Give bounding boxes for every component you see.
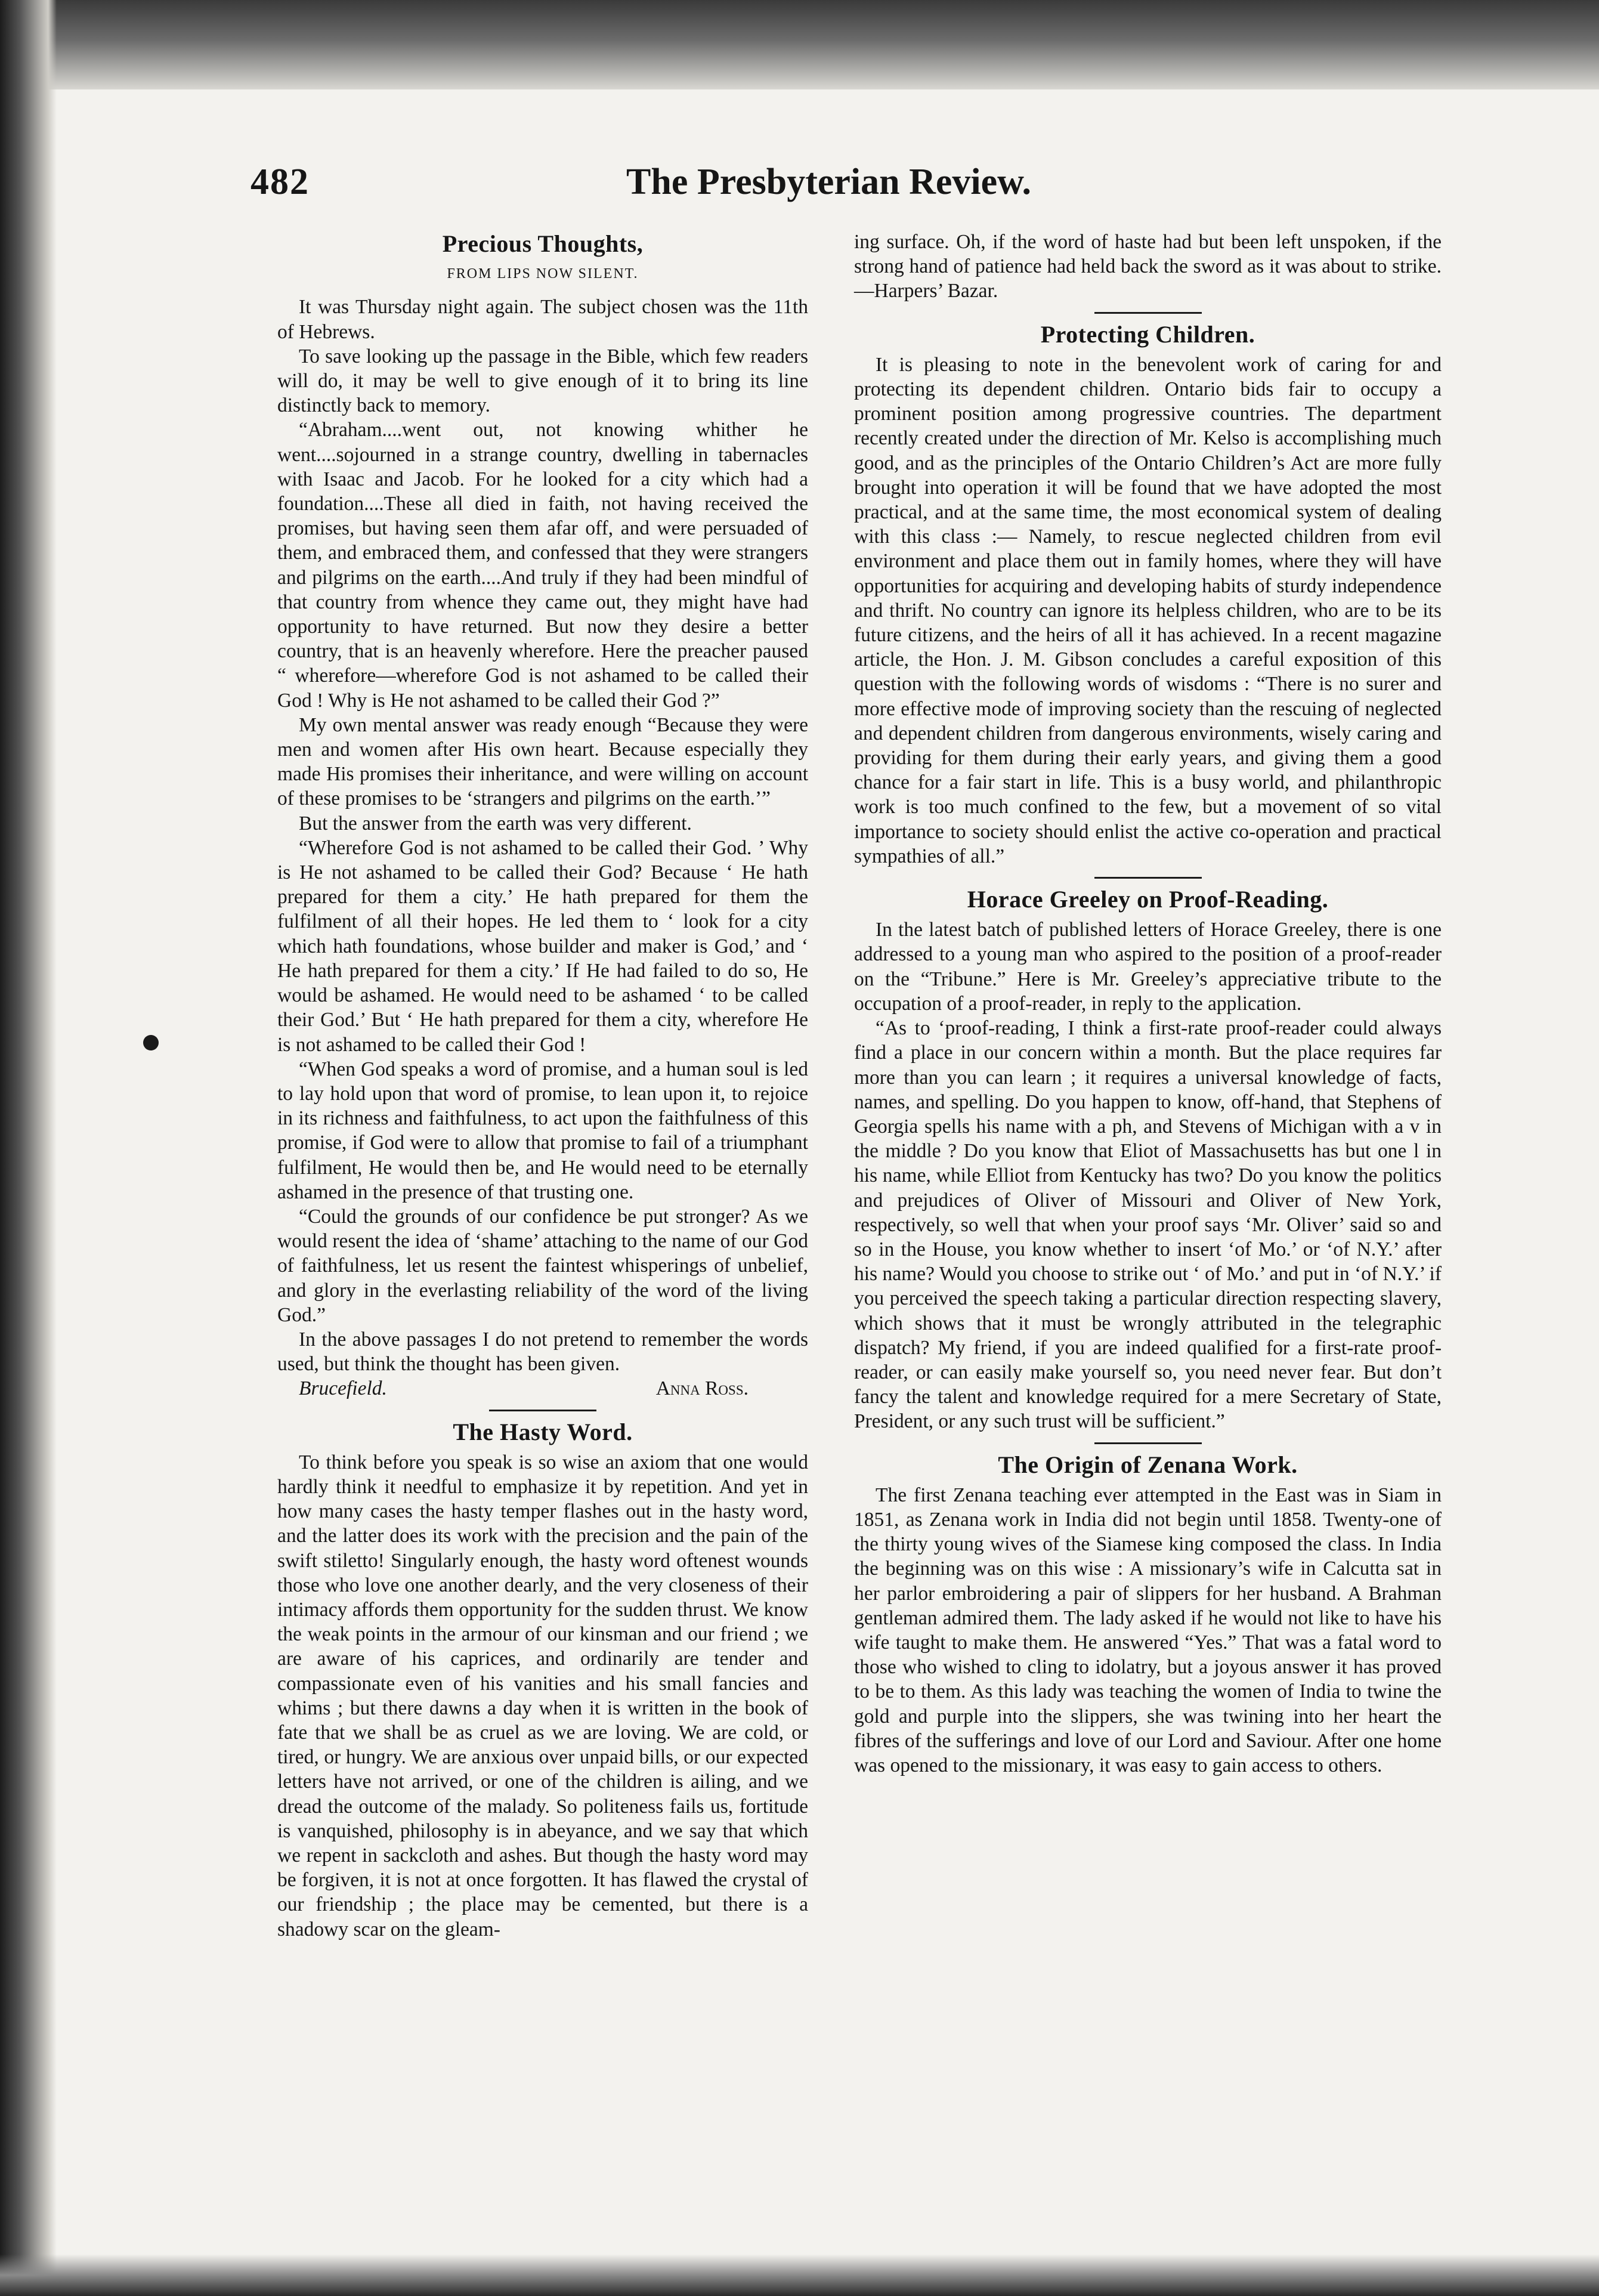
paragraph-continuation: ing surface. Oh, if the word of haste had but been left unspoken, if the strong hand of patience had held back the sword as it was about to strike.—Harpers’ Bazar. (854, 231, 1442, 302)
margin-ink-blot (143, 1035, 159, 1050)
paragraph: In the above passages I do not pretend to remember the words used, but think the thought has been given. (277, 1328, 808, 1376)
article-title-hasty-word: The Hasty Word. (453, 1418, 633, 1445)
paragraph: “Wherefore God is not ashamed to be called their God. ’ Why is He not ashamed to be called their God? Because ‘ He hath prepared for them a city.’ He hath prepared for them the fulfilment of all their hopes. He led them to ‘ look for a city which hath foundations, whose builder and maker is God,’ and ‘ He hath prepared for them a city.’ If He had failed to do so, He would be ashamed. He would need to be ashamed ‘ to be called their God.’ But ‘ He hath prepared for them a city, wherefore He is not ashamed to be called their God ! (277, 836, 808, 1056)
section-divider (489, 1410, 596, 1411)
page-header (250, 161, 1473, 209)
paragraph: To think before you speak is so wise an axiom that one would hardly think it needful to emphasize it by repetition. And yet in how many cases the hasty temper flashes out in the hasty word, and the latter does its work with the precision and the pain of the swift stiletto! Singularly enough, the hasty word oftenest wounds those who love one another dearly, and the very closeness of their intimacy affords them opportunity for the sudden thrust. We know the weak points in the armour of our kinsman and our friend ; we are aware of his caprices, and ordinarily are tender and compassionate even of his vanities and his small fancies and whims ; but there dawns a day when it is written in the book of fate that we shall be as cruel as we are loving. We are cold, or tired, or hungry. We are anxious over unpaid bills, or our expected letters have not arrived, or one of the children is ailing, and we dread the outcome of the malady. So politeness fails us, fortitude is vanquished, philosophy is in abeyance, and we say that which we repent in sackcloth and ashes. But though the hasty word may be forgiven, it is not at once forgotten. It has flawed the crystal of our friendship ; the place may be cemented, but there is a shadowy scar on the gleam- (277, 1451, 808, 1940)
scan-edge-bottom (0, 2254, 1599, 2296)
signature-author: Anna Ross. (655, 1377, 749, 1400)
paragraph: “Could the grounds of our confidence be put stronger? As we would resent the idea of ‘shame’ attaching to the name of our God of faithfulness, let us resent the faintest whisperings of unbelief, and glory in the everlasting reliability of the word of the living God.” (277, 1205, 808, 1326)
article-subtitle: FROM LIPS NOW SILENT. (447, 266, 639, 282)
paragraph: “As to ‘proof-reading, I think a first-rate proof-reader could always find a place in our concern within a month. But the place requires far more than you can learn ; it requires a universal knowledge of facts, names, and spelling. Do you happen to know, off-hand, that Stephens of Georgia spells his name with a ph, and Stevens of Michigan with a v in the middle ? Do you know that Eliot of Massachusetts has but one l in his name, while Elliot from Kentucky has two? Do you know the politics and prejudices of Oliver of Missouri and Oliver of New York, respectively, so well that when your proof says ‘Mr. Oliver’ said so and so in the House, you know whether to insert ‘of Mo.’ or ‘of N.Y.’ after his name? Would you choose to strike out ‘ of Mo.’ and put in ‘of N.Y.’ if you perceived the speech taking a particular direction respecting slavery, which shows that it must be wrongly attributed in the telegraphic dispatch? My friend, if you are indeed qualified for a first-rate proof-reader, or can easily make yourself so, you need never fear. But don’t fancy the talent and knowledge required for a mere Secretary of State, President, or any such trust will be sufficient.” (854, 1017, 1442, 1433)
article-title-protecting-children: Protecting Children. (1040, 320, 1255, 348)
left-column (277, 227, 808, 1942)
scan-edge-left (0, 0, 57, 2296)
paragraph: In the latest batch of published letters of Horace Greeley, there is one addressed to a young man who aspired to the position of a proof-reader on the “Tribune.” Here is Mr. Greeley’s appreciative tribute to the occupation of a proof-reader, in reply to the application. (854, 919, 1442, 1015)
section-divider (1094, 312, 1202, 314)
article-title-greeley: Horace Greeley on Proof-Reading. (967, 886, 1329, 913)
paragraph: “Abraham....went out, not knowing whither he went....sojourned in a strange country, dwelling in tabernacles with Isaac and Jacob. For he looked for a city which had a foundation....These all died in faith, not having received the promises, but having seen them afar off, and were persuaded of them, and embraced them, and confessed that they were strangers and pilgrims on the earth....And truly if they had been mindful of that country from whence they came out, they might have had opportunity to have returned. But now they desire a better country, that is an heavenly wherefore. Here the preacher paused “ wherefore—wherefore God is not ashamed to be called their God ! Why is He not ashamed to be called their God ?” (277, 419, 808, 712)
paragraph: It is pleasing to note in the benevolent work of caring for and protecting its dependent children. Ontario bids fair to occupy a prominent position among progressive countries. The department recently created under the direction of Mr. Kelso is accomplishing much good, and as the principles of the Ontario Children’s Act are more fully brought into operation it will be found that we have adopted the most practical, and at the same time, the most economical system of dealing with this class :— Namely, to rescue neglected children from evil environment and place them out in family homes, where they will have opportunities for acquiring and developing habits of sturdy independence and thrift. No country can ignore its helpless children, who are to be its future citizens, and the heirs of all it has achieved. In a recent magazine article, the Hon. J. M. Gibson concludes a careful exposition of this question with the following words of wisdoms : “There is no surer and more effective mode of improving society than the rescuing of neglected and dependent children from dangerous environments, wisely caring and providing for them during their early years, and giving them a good chance for a fair start in life. This is a busy world, and philanthropic work is too much confined to the few, but a movement of so vital importance to society should enlist the active co-operation and practical sympathies of all.” (854, 353, 1442, 867)
paragraph: To save looking up the passage in the Bible, which few readers will do, it may be well to give enough of it to bring its line distinctly back to memory. (277, 345, 808, 417)
scan-edge-top (0, 0, 1599, 89)
right-column (854, 230, 1442, 1778)
page-number: 482 (250, 162, 310, 202)
journal-title: The Presbyterian Review. (626, 162, 1032, 202)
paragraph: It was Thursday night again. The subject chosen was the 11th of Hebrews. (277, 296, 808, 343)
paragraph: The first Zenana teaching ever attempted in the East was in Siam in 1851, as Zenana work in India did not begin until 1858. Twenty-one of the thirty young wives of the Siamese king composed the class. In India the beginning was on this wise : A missionary’s wife in Calcutta sat in her parlor embroidering a pair of slippers for her husband. A Brahman gentleman admired them. The lady asked if he would not like to have his wife taught to make them. He answered “Yes.” That was a fatal word to those who wished to cling to idolatry, but a joyous answer it has proved to be to them. As this lady was teaching the women of India to twine the gold and purple into the slippers, she was twining into her heart the fibres of the sufferings and love of our Lord and Saviour. After one home was opened to the missionary, it was easy to gain access to others. (854, 1484, 1442, 1776)
article-title-zenana: The Origin of Zenana Work. (998, 1451, 1298, 1478)
paragraph: But the answer from the earth was very different. (299, 812, 692, 835)
paragraph: My own mental answer was ready enough “Because they were men and women after His own heart. Because especially they made His promises their inheritance, and were willing on account of these promises to be ‘strangers and pilgrims on the earth.’” (277, 713, 808, 810)
article-title-precious-thoughts: Precious Thoughts, (442, 230, 644, 257)
section-divider (1094, 1442, 1202, 1444)
paragraph: “When God speaks a word of promise, and a human soul is led to lay hold upon that word of promise, to lean upon it, to rejoice in its richness and faithfulness, to act upon the faithfulness of this promise, if God were to allow that promise to fail of a triumphant fulfilment, He would then be, and He would need to be eternally ashamed in the presence of that trusting one. (277, 1058, 808, 1203)
section-divider (1094, 877, 1202, 879)
signature-line (277, 1376, 808, 1401)
signature-place: Brucefield. (299, 1377, 387, 1400)
